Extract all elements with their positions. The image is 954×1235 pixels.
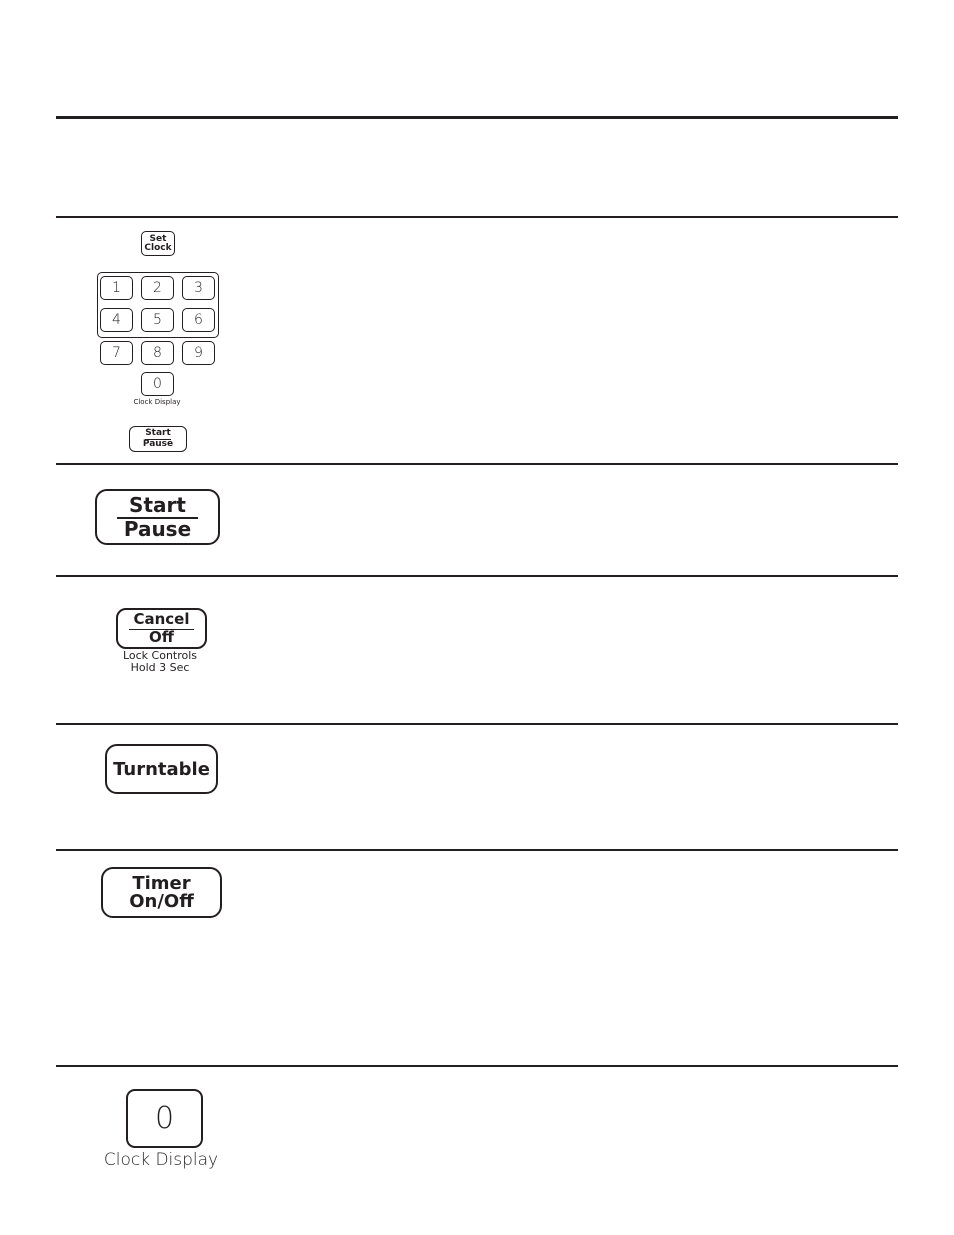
numpad-key-label: 4 [112, 312, 121, 328]
numpad-key-label: 2 [153, 280, 162, 296]
numpad-key-8[interactable] [141, 341, 174, 365]
section-divider [56, 463, 898, 465]
section-divider [56, 575, 898, 577]
timer-key-line1: Timer [132, 872, 191, 894]
numpad-key-label: 6 [194, 312, 203, 328]
numpad-key-label: 1 [112, 280, 121, 296]
top-divider [56, 116, 898, 119]
section-divider [56, 723, 898, 725]
start-pause-key-line2: Pause [123, 517, 192, 541]
numpad-key-label: 5 [153, 312, 162, 328]
turntable-key-label: Turntable [113, 758, 210, 780]
numpad-key-label: 7 [112, 345, 121, 361]
numpad-key-label: 0 [153, 376, 162, 392]
start-pause-key-line1: Start [117, 495, 198, 519]
clock-display-key[interactable] [126, 1089, 203, 1148]
numpad-key-9[interactable] [182, 341, 215, 365]
numpad-key-label: 3 [194, 280, 203, 296]
numpad-key-6[interactable] [182, 308, 215, 332]
set-clock-key-line2: Clock [144, 242, 172, 253]
cancel-off-key-line2: Off [149, 628, 174, 646]
lock-controls-caption-line2: Hold 3 Sec [130, 661, 190, 672]
cancel-off-key-line1: Cancel [129, 612, 193, 630]
start-pause-key-small[interactable] [129, 426, 187, 452]
cancel-off-key[interactable] [116, 608, 207, 649]
numpad-key-4[interactable] [100, 308, 133, 332]
set-clock-key-line1: Set [149, 233, 167, 244]
lock-controls-caption-line1: Lock Controls [122, 650, 198, 662]
section-divider [56, 216, 898, 218]
start-pause-key-small-line2: Pause [142, 439, 174, 449]
numpad-key-0[interactable] [141, 372, 174, 396]
lock-controls-caption [100, 650, 220, 672]
numpad-key-3[interactable] [182, 276, 215, 300]
clock-display-caption-small: Clock Display [133, 398, 181, 406]
clock-display-key-label: 0 [154, 1101, 175, 1136]
timer-key-line2: On/Off [129, 890, 194, 912]
turntable-key[interactable] [105, 744, 218, 794]
section-divider [56, 849, 898, 851]
numpad-key-1[interactable] [100, 276, 133, 300]
numpad-key-5[interactable] [141, 308, 174, 332]
timer-on-off-key[interactable] [101, 867, 222, 918]
numpad-key-7[interactable] [100, 341, 133, 365]
start-pause-key[interactable] [95, 489, 220, 545]
clock-display-caption: Clock Display [103, 1150, 219, 1170]
numpad-key-2[interactable] [141, 276, 174, 300]
start-pause-key-small-line1: Start [145, 428, 171, 438]
numpad-key-label: 9 [194, 345, 203, 361]
numpad-key-label: 8 [153, 345, 162, 361]
set-clock-key[interactable] [141, 231, 175, 256]
section-divider [56, 1065, 898, 1067]
